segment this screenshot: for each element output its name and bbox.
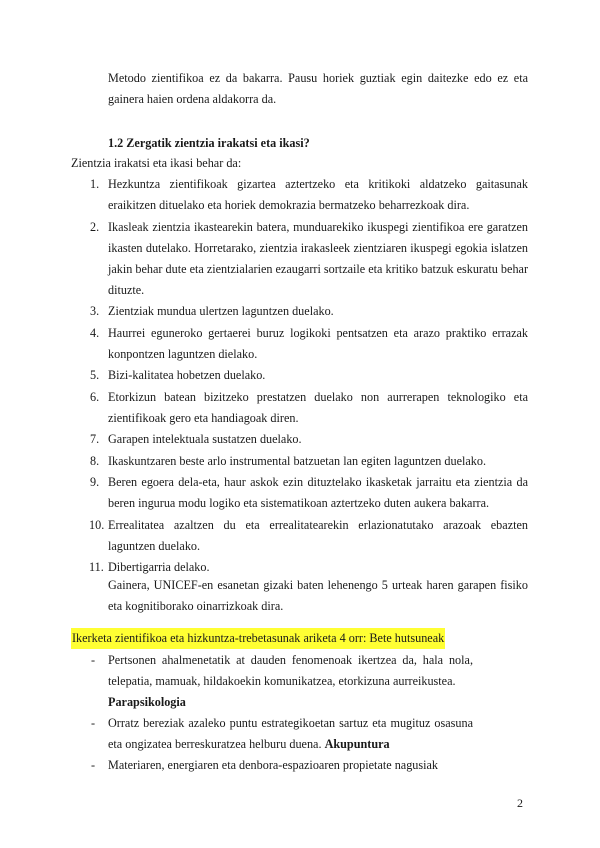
item-number: 3. — [90, 304, 100, 318]
page-number: 2 — [517, 796, 523, 810]
list-item — [71, 451, 528, 472]
item-text: Dibertigarria delako. — [108, 560, 210, 574]
item-number: 11. — [89, 560, 104, 574]
item-text: Orratz bereziak azaleko puntu estrategikoetan sartuz eta mugituz osasuna eta ongizatea berreskuratzea helburu duena. — [108, 716, 473, 751]
item-text: Ikasleak zientzia ikastearekin batera, munduarekiko ikuspegi zientifikoa ere garatzen ikasten dutelako. Horretarako, zientzia irakasleek zientziaren ikuspegi egokia islatzen jakin behar dute eta zientzialarien ezaugarri sortzaile eta kritiko batzuk eskuratu behar dituzte. — [108, 219, 528, 297]
list-item — [71, 365, 528, 386]
list-item — [71, 650, 473, 713]
item-text: Garapen intelektuala sustatzen duelako. — [108, 432, 302, 446]
item-answer: Akupuntura — [324, 737, 390, 751]
exercise-list — [71, 650, 473, 776]
item-text: Beren egoera dela-eta, haur askok ezin dituztelako ikasketak jarraitu eta zientzia da beren ingurua modu logiko eta sistematikoan aztertzeko duten aukera bakarra. — [108, 475, 528, 510]
list-item — [71, 515, 528, 557]
list-item — [71, 713, 473, 755]
item-text: Bizi-kalitatea hobetzen duelako. — [108, 368, 266, 382]
item-text: Etorkizun batean bizitzeko prestatzen duelako non aurrerapen teknologiko eta zientifikoak gero eta handiagoak diren. — [108, 389, 528, 425]
list-item — [71, 323, 528, 365]
section-lead: Zientzia irakatsi eta ikasi behar da: — [71, 156, 242, 170]
unicef-paragraph: Gainera, UNICEF-en esanetan gizaki baten lehenengo 5 urteak haren garapen fisiko eta kognitiborako oinarrizkoak dira. — [108, 578, 528, 613]
item-text: Materiaren, energiaren eta denbora-espazioaren propietate nagusiak — [108, 758, 439, 772]
list-item — [71, 755, 473, 776]
item-number: 7. — [90, 432, 100, 446]
list-item — [71, 174, 528, 216]
item-text: Pertsonen ahalmenetatik at dauden fenomenoak ikertzea da, hala nola, telepatia, mamuak, hildakoekin komunikatzea, etorkizuna aurreikustea. — [108, 653, 473, 688]
dash-marker: - — [91, 758, 96, 772]
item-text: Errealitatea azaltzen du eta errealitatearekin erlazionatutako arazoak ebazten laguntzen duelako. — [108, 517, 528, 553]
section-heading: 1.2 Zergatik zientzia irakatsi eta ikasi? — [108, 136, 310, 150]
item-text: Haurrei eguneroko gertaerei buruz logikoki pentsatzen eta arazo praktiko errazak konpontzen laguntzen dielako. — [108, 325, 528, 361]
item-number: 6. — [90, 389, 100, 404]
exercise-title: Ikerketa zientifikoa eta hizkuntza-trebetasunak ariketa 4 orr: Bete hutsuneak — [71, 628, 445, 649]
item-text: Ikaskuntzaren beste arlo instrumental batzuetan lan egiten laguntzen duelako. — [108, 453, 487, 468]
item-number: 10. — [89, 517, 105, 532]
dash-marker: - — [91, 653, 96, 667]
item-answer: Parapsikologia — [108, 695, 186, 709]
list-item — [71, 472, 528, 514]
item-number: 8. — [90, 453, 100, 468]
item-number: 4. — [90, 325, 100, 340]
list-item — [71, 301, 528, 322]
dash-marker: - — [91, 716, 96, 730]
list-item — [71, 217, 528, 301]
intro-paragraph: Metodo zientifikoa ez da bakarra. Pausu horiek guztiak egin daitezke edo ez eta gainera haien ordena aldakorra da. — [108, 71, 528, 106]
item-text: Hezkuntza zientifikoak gizartea aztertzeko eta kritikoki aldatzeko gaitasunak eraikitzen dituelako eta horiek demokrazia bermatzeko beharrezkoak dira. — [108, 177, 528, 212]
item-number: 9. — [90, 475, 100, 489]
list-item — [71, 387, 528, 429]
list-item — [71, 429, 528, 450]
item-number: 1. — [90, 177, 100, 191]
reasons-list — [71, 174, 528, 579]
item-number: 5. — [90, 368, 100, 382]
item-text: Zientziak mundua ulertzen laguntzen duelako. — [108, 304, 334, 318]
item-number: 2. — [90, 219, 100, 234]
